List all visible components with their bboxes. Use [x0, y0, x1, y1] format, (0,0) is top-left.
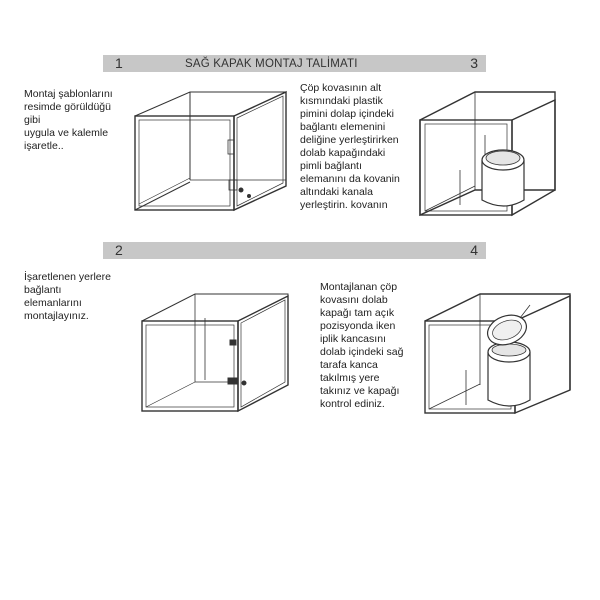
step-number-3: 3	[470, 55, 478, 71]
step4-instructions: Montajlanan çöp kovasını dolab kapağı tam açık pozisyonda iken iplik kancasını dolab içindeki sağ tarafa kanca takılmış yere takınız ve kapağı kontrol ediniz.	[320, 281, 404, 410]
cabinet-bin-icon	[420, 92, 555, 215]
step-number-1: 1	[115, 55, 123, 71]
step3-instructions: Çöp kovasının alt kısmındaki plastik pimini dolap içindeki bağlantı elemenini deliğine yerleştirirken dolab kapağındaki pimli bağlantı elemanını da kovanin altındaki kanala yerleştirin. kovanın	[300, 82, 400, 211]
cabinet-connector-icon	[142, 294, 288, 411]
cabinet-template-icon	[135, 92, 286, 210]
step-number-2: 2	[115, 242, 123, 258]
step1-instructions: Montaj şablonlarını resimde görüldüğü gibi uygula ve kalemle işaretle..	[24, 88, 113, 152]
step-number-4: 4	[470, 242, 478, 258]
step2-instructions: İşaretlenen yerlere bağlantı elemanlarını montajlayınız.	[24, 271, 111, 322]
cabinet-bin-open-lid-icon	[425, 294, 570, 413]
page-title: SAĞ KAPAK MONTAJ TALİMATI	[185, 58, 358, 70]
